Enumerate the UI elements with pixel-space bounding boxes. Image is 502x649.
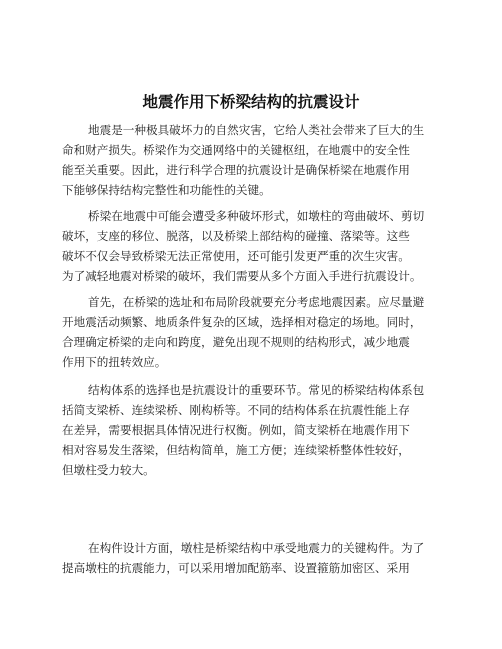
paragraph-line: 作用下的扭转效应。 xyxy=(62,355,167,369)
paragraph-line: 命和财产损失。桥梁作为交通网络中的关键枢纽，在地震中的安全性 xyxy=(62,143,410,157)
paragraph-line: 能至关重要。因此，进行科学合理的抗震设计是确保桥梁在地震作用 xyxy=(62,163,410,177)
paragraph-line: 开地震活动频繁、地质条件复杂的区域，选择相对稳定的场地。同时， xyxy=(62,315,422,329)
paragraph-line: 桥梁在地震中可能会遭受多种破坏形式，如墩柱的弯曲破坏、剪切 xyxy=(88,209,425,223)
paragraph-2 xyxy=(62,206,452,286)
paragraph-1 xyxy=(62,120,452,200)
paragraph-line: 在构件设计方面，墩柱是桥梁结构中承受地震力的关键构件。为了 xyxy=(88,541,425,555)
paragraph-4 xyxy=(62,380,452,480)
paragraph-line: 结构体系的选择也是抗震设计的重要环节。常见的桥梁结构体系包 xyxy=(88,383,425,397)
paragraph-line: 首先，在桥梁的选址和布局阶段就要充分考虑地震因素。应尽量避 xyxy=(88,295,425,309)
document-title: 地震作用下桥梁结构的抗震设计 xyxy=(142,93,360,111)
paragraph-3 xyxy=(62,292,452,372)
paragraph-line: 为了减轻地震对桥梁的破坏，我们需要从多个方面入手进行抗震设计。 xyxy=(62,269,422,283)
paragraph-line: 在差异，需要根据具体情况进行权衡。例如，简支梁桥在地震作用下 xyxy=(62,423,410,437)
paragraph-line: 相对容易发生落梁，但结构简单，施工方便；连续梁桥整体性较好， xyxy=(62,443,410,457)
paragraph-line: 破坏，支座的移位、脱落，以及桥梁上部结构的碰撞、落梁等。这些 xyxy=(62,229,410,243)
paragraph-line: 但墩柱受力较大。 xyxy=(62,463,155,477)
paragraph-line: 下能够保持结构完整性和功能性的关键。 xyxy=(62,183,271,197)
paragraph-line: 括简支梁桥、连续梁桥、刚构桥等。不同的结构体系在抗震性能上存 xyxy=(62,403,410,417)
paragraph-line: 地震是一种极具破坏力的自然灾害，它给人类社会带来了巨大的生 xyxy=(88,123,425,137)
paragraph-5 xyxy=(62,538,452,578)
paragraph-line: 破坏不仅会导致桥梁无法正常使用，还可能引发更严重的次生灾害。 xyxy=(62,249,410,263)
paragraph-line: 提高墩柱的抗震能力，可以采用增加配筋率、设置箍筋加密区、采用 xyxy=(62,561,410,575)
paragraph-line: 合理确定桥梁的走向和跨度，避免出现不规则的结构形式，减少地震 xyxy=(62,335,410,349)
